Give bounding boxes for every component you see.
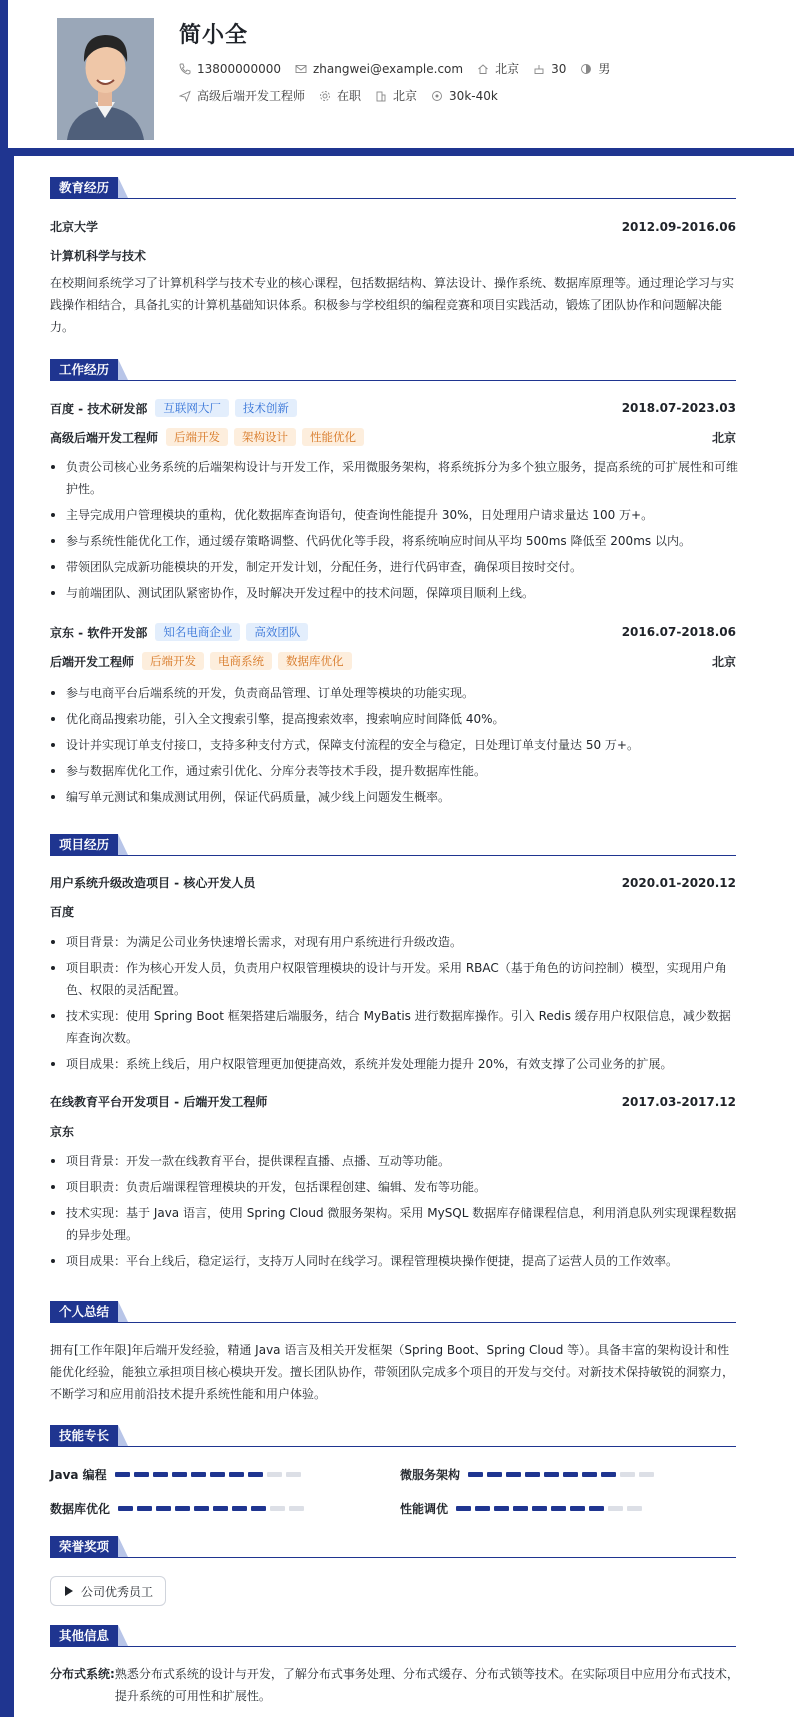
skill-item	[50, 1500, 308, 1517]
mail-icon	[295, 63, 307, 75]
position-text: 高级后端开发工程师	[197, 89, 306, 103]
skill-level-dash-empty	[267, 1472, 282, 1477]
list-item: 参与电商平台后端系统的开发，负责商品管理、订单处理等模块的功能实现。	[50, 682, 740, 704]
list-item: 参与数据库优化工作，通过索引优化、分库分表等技术手段，提升数据库性能。	[50, 760, 740, 782]
skill-level-dash-filled	[456, 1506, 471, 1511]
role-tag: 性能优化	[302, 428, 364, 446]
award-item	[50, 1576, 166, 1606]
list-item: 项目成果：系统上线后，用户权限管理更加便捷高效，系统并发处理能力提升 20%，有效支撑了公司业务的扩展。	[50, 1053, 740, 1075]
role-tag: 电商系统	[210, 652, 272, 670]
skill-name: Java 编程	[50, 1468, 107, 1482]
education-description: 在校期间系统学习了计算机科学与技术专业的核心课程，包括数据结构、算法设计、操作系统、数据库原理等。通过理论学习与实践操作相结合，具备扎实的计算机基础知识体系。积极参与学校组织的编程竞赛和项目实践活动，锻炼了团队协作和问题解决能力。	[50, 276, 735, 334]
skill-level-dash-empty	[627, 1506, 642, 1511]
education-section-title: 教育经历	[50, 177, 118, 198]
role-tag: 后端开发	[166, 428, 228, 446]
other-info-value: 熟悉分布式系统的设计与开发，了解分布式事务处理、分布式缓存、分布式锁等技术。在实际项目中应用分布式技术，提升系统的可用性和扩展性。	[114, 1667, 739, 1703]
skill-level-dash-filled	[251, 1506, 266, 1511]
contact-row	[179, 60, 624, 77]
position-item	[179, 87, 305, 104]
skill-level-bar	[115, 1472, 305, 1477]
list-item: 编写单元测试和集成测试用例，保证代码质量，减少线上问题发生概率。	[50, 786, 740, 808]
summary-text: 拥有[工作年限]年后端开发经验，精通 Java 语言及相关开发框架（Spring Boot、Spring Cloud 等）。具备丰富的架构设计和性能优化经验，能独立承担项目核心模块开发。擅长团队协作，带领团队完成多个项目的开发与交付。对新技术保持敏锐的洞察力，不断学习和应用前沿技术提升系统性能和用户体验。	[50, 1343, 735, 1401]
company-tag: 知名电商企业	[155, 623, 240, 641]
list-item: 带领团队完成新功能模块的开发，制定开发计划，分配任务，进行代码审查，确保项目按时交付。	[50, 556, 740, 578]
school-name: 北京大学	[50, 220, 99, 234]
status-text: 在职	[337, 89, 362, 103]
send-icon	[179, 90, 191, 102]
project-row	[50, 874, 736, 891]
projects-section-header	[50, 834, 736, 856]
list-item: 主导完成用户管理模块的重构，优化数据库查询语句，使查询性能提升 30%，日处理用户请求量达 100 万+。	[50, 504, 740, 526]
list-item: 项目成果：平台上线后，稳定运行，支持万人同时在线学习。课程管理模块操作便捷，提高了运营人员的工作效率。	[50, 1250, 740, 1272]
skill-level-dash-empty	[289, 1506, 304, 1511]
skill-level-dash-filled	[525, 1472, 540, 1477]
skill-level-dash-filled	[115, 1472, 130, 1477]
awards-section-header	[50, 1536, 736, 1558]
work-location: 北京	[711, 654, 736, 669]
education-row	[50, 218, 736, 235]
gender-text: 男	[598, 62, 611, 76]
target-city-item	[375, 87, 417, 104]
work-period: 2018.07-2023.03	[621, 401, 736, 415]
education-period: 2012.09-2016.06	[621, 219, 736, 234]
skill-level-dash-filled	[487, 1472, 502, 1477]
list-item: 设计并实现订单支付接口，支持多种支付方式，保障支付流程的安全与稳定，日处理订单支付量达 50 万+。	[50, 734, 740, 756]
skill-level-dash-filled	[175, 1506, 190, 1511]
age-item	[533, 62, 566, 76]
work-title: 后端开发工程师	[50, 654, 135, 669]
job-intent-row	[179, 87, 512, 104]
candidate-name: 简小全	[179, 23, 249, 48]
other-info-row	[50, 1663, 740, 1707]
skill-level-dash-filled	[191, 1472, 206, 1477]
coin-icon	[431, 90, 443, 102]
other-section-header	[50, 1625, 736, 1647]
triangle-icon	[65, 1586, 73, 1596]
role-tag: 后端开发	[142, 652, 204, 670]
building-icon	[375, 90, 387, 102]
skill-item	[50, 1466, 305, 1483]
other-section-title: 其他信息	[50, 1625, 118, 1646]
work-bullets	[50, 682, 740, 812]
skill-level-dash-filled	[582, 1472, 597, 1477]
phone-text: 13800000000	[197, 61, 281, 76]
skill-level-dash-filled	[468, 1472, 483, 1477]
skill-name: 微服务架构	[400, 1468, 461, 1482]
home-icon	[477, 63, 489, 75]
age-text: 30	[551, 61, 567, 76]
email-item	[295, 62, 463, 76]
list-item: 负责公司核心业务系统的后端架构设计与开发工作，采用微服务架构，将系统拆分为多个独立服务，提高系统的可扩展性和可维护性。	[50, 456, 740, 500]
skill-level-dash-filled	[194, 1506, 209, 1511]
skill-level-dash-filled	[506, 1472, 521, 1477]
project-company: 百度	[50, 905, 75, 919]
skill-level-dash-empty	[608, 1506, 623, 1511]
skill-level-dash-filled	[544, 1472, 559, 1477]
cake-icon	[533, 63, 545, 75]
skill-level-dash-empty	[620, 1472, 635, 1477]
status-gear-icon	[319, 90, 331, 102]
skill-level-dash-filled	[229, 1472, 244, 1477]
skills-section-title: 技能专长	[50, 1425, 118, 1446]
project-company-row	[50, 1123, 736, 1140]
skill-level-dash-filled	[532, 1506, 547, 1511]
work-company: 京东 - 软件开发部	[50, 625, 148, 640]
skill-level-dash-empty	[286, 1472, 301, 1477]
skill-level-dash-filled	[137, 1506, 152, 1511]
education-section-header	[50, 177, 736, 199]
skill-level-dash-filled	[153, 1472, 168, 1477]
skill-level-dash-filled	[156, 1506, 171, 1511]
summary-section-title: 个人总结	[50, 1301, 118, 1322]
skill-name: 性能调优	[400, 1502, 449, 1516]
project-period: 2017.03-2017.12	[621, 1094, 736, 1109]
other-info-label: 分布式系统:	[50, 1667, 115, 1681]
skill-level-dash-filled	[210, 1472, 225, 1477]
skill-item	[400, 1466, 658, 1483]
skill-level-dash-filled	[601, 1472, 616, 1477]
work-company: 百度 - 技术研发部	[50, 401, 148, 416]
work-bullets	[50, 456, 740, 608]
skill-level-dash-filled	[248, 1472, 263, 1477]
company-tag: 互联网大厂	[155, 399, 229, 417]
salary-text: 30k-40k	[449, 88, 498, 103]
skill-item	[400, 1500, 646, 1517]
avatar	[57, 18, 154, 140]
skill-level-dash-filled	[475, 1506, 490, 1511]
skill-level-dash-filled	[589, 1506, 604, 1511]
skills-section-header	[50, 1425, 736, 1447]
project-bullets	[50, 931, 740, 1079]
list-item: 技术实现：使用 Spring Boot 框架搭建后端服务，结合 MyBatis 进行数据库操作。引入 Redis 缓存用户权限信息，减少数据库查询次数。	[50, 1005, 740, 1049]
work-title-row	[50, 428, 736, 446]
project-company-row	[50, 903, 736, 920]
skill-level-dash-filled	[232, 1506, 247, 1511]
skill-level-dash-filled	[513, 1506, 528, 1511]
project-period: 2020.01-2020.12	[621, 875, 736, 890]
awards-section-title: 荣誉奖项	[50, 1536, 118, 1557]
project-row	[50, 1093, 736, 1110]
list-item: 项目职责：负责后端课程管理模块的开发，包括课程创建、编辑、发布等功能。	[50, 1176, 740, 1198]
skill-level-bar	[118, 1506, 308, 1511]
left-frame	[0, 160, 14, 1717]
summary-section-header	[50, 1301, 736, 1323]
skill-level-dash-filled	[134, 1472, 149, 1477]
project-name: 用户系统升级改造项目 - 核心开发人员	[50, 876, 256, 890]
phone-item	[179, 62, 281, 76]
list-item: 项目职责：作为核心开发人员，负责用户权限管理模块的设计与开发。采用 RBAC（基于角色的访问控制）模型，实现用户角色、权限的灵活配置。	[50, 957, 740, 1001]
major-row	[50, 247, 736, 264]
company-tag: 高效团队	[246, 623, 308, 641]
skill-level-dash-filled	[563, 1472, 578, 1477]
list-item: 与前端团队、测试团队紧密协作，及时解决开发过程中的技术问题，保障项目顺利上线。	[50, 582, 740, 604]
skill-level-bar	[456, 1506, 646, 1511]
work-title-row	[50, 652, 736, 670]
work-company-row	[50, 399, 736, 417]
project-bullets	[50, 1150, 740, 1276]
skill-level-dash-filled	[118, 1506, 133, 1511]
city-text: 北京	[495, 62, 520, 76]
work-section-title: 工作经历	[50, 359, 118, 380]
skill-level-dash-filled	[494, 1506, 509, 1511]
major-name: 计算机科学与技术	[50, 249, 147, 263]
project-company: 京东	[50, 1125, 75, 1139]
skill-level-bar	[468, 1472, 658, 1477]
skill-level-dash-filled	[172, 1472, 187, 1477]
work-title: 高级后端开发工程师	[50, 430, 159, 445]
phone-icon	[179, 63, 191, 75]
work-section-header	[50, 359, 736, 381]
status-item	[319, 87, 361, 104]
award-text: 公司优秀员工	[81, 1584, 154, 1599]
list-item: 项目背景：开发一款在线教育平台，提供课程直播、点播、互动等功能。	[50, 1150, 740, 1172]
gender-icon	[580, 63, 592, 75]
work-period: 2016.07-2018.06	[621, 625, 736, 639]
city-item	[477, 60, 519, 77]
list-item: 技术实现：基于 Java 语言，使用 Spring Cloud 微服务架构。采用 MySQL 数据库存储课程信息，利用消息队列实现课程数据的异步处理。	[50, 1202, 740, 1246]
skill-level-dash-empty	[270, 1506, 285, 1511]
work-company-row	[50, 623, 736, 641]
skill-level-dash-empty	[639, 1472, 654, 1477]
company-tag: 技术创新	[235, 399, 297, 417]
projects-section-title: 项目经历	[50, 834, 118, 855]
role-tag: 数据库优化	[278, 652, 352, 670]
salary-item	[431, 89, 498, 103]
role-tag: 架构设计	[234, 428, 296, 446]
skill-level-dash-filled	[570, 1506, 585, 1511]
gender-item	[580, 60, 610, 77]
work-location: 北京	[711, 430, 736, 445]
skill-level-dash-filled	[213, 1506, 228, 1511]
list-item: 优化商品搜索功能，引入全文搜索引擎，提高搜索效率，搜索响应时间降低 40%。	[50, 708, 740, 730]
project-name: 在线教育平台开发项目 - 后端开发工程师	[50, 1095, 268, 1109]
target-city-text: 北京	[393, 89, 418, 103]
skill-name: 数据库优化	[50, 1502, 111, 1516]
email-text: zhangwei@example.com	[312, 61, 464, 76]
list-item: 项目背景：为满足公司业务快速增长需求，对现有用户系统进行升级改造。	[50, 931, 740, 953]
list-item: 参与系统性能优化工作，通过缓存策略调整、代码优化等手段，将系统响应时间从平均 500ms 降低至 200ms 以内。	[50, 530, 740, 552]
skill-level-dash-filled	[551, 1506, 566, 1511]
